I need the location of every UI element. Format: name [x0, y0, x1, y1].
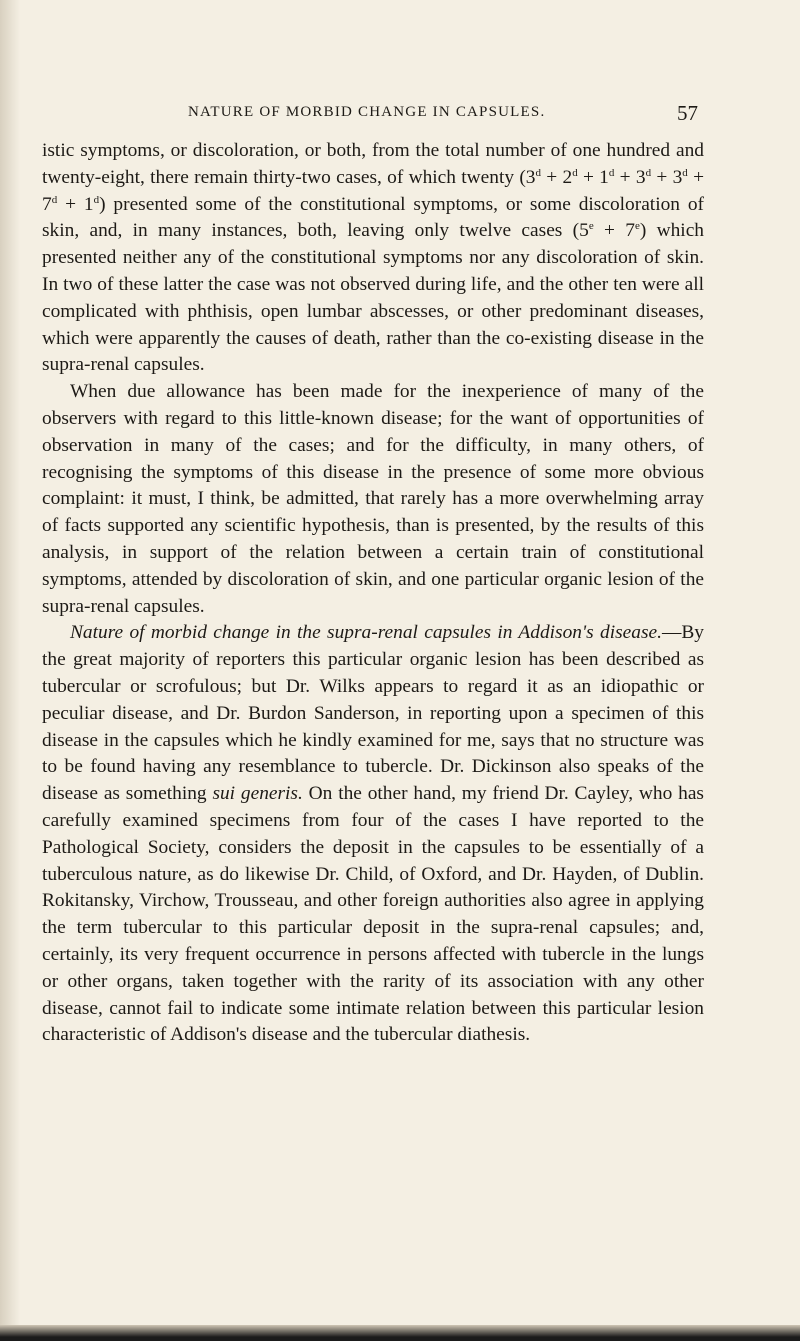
page-gutter-shadow	[0, 0, 20, 1341]
superscript: d	[608, 166, 615, 179]
superscript: d	[535, 166, 541, 179]
superscript: d	[93, 193, 100, 206]
superscript: d	[572, 166, 578, 179]
text-run: + 3	[614, 166, 646, 188]
body-text	[42, 138, 704, 1049]
superscript: d	[645, 166, 652, 179]
text-run: istic symptoms, or discoloration, or both, from the total number of one hundred and twenty-eight, there remain thirty-two cases, of which twenty (3	[42, 140, 704, 188]
text-run: ) which presented neither any of the constitutional symptoms nor any discoloration of skin. In two of these latter the case was not observed during life, and the other ten were all complicated with phthisis, open lumbar abscesses, or other predominant diseases, which were apparently the causes of death, rather than the co-existing disease in the supra-renal capsules.	[42, 220, 704, 376]
italic-phrase: sui generis.	[212, 783, 303, 805]
text-run: + 7	[593, 220, 635, 242]
text-run: —By the great majority of reporters this particular organic lesion has been described as tubercular or scrofulous; but Dr. Wilks appears to regard it as an idiopathic or peculiar disease, and Dr. Burdon Sanderson, in reporting upon a specimen of this disease in the capsules which he kindly examined for me, says that no structure was to be found having any resemblance to tubercle. Dr. Dickinson also speaks of the disease as something	[42, 622, 704, 805]
superscript: d	[682, 166, 688, 179]
text-run: + 3	[651, 166, 683, 188]
superscript: d	[51, 193, 58, 206]
paragraph-2: When due allowance has been made for the inexperience of many of the observers with regard to this little-known disease; for the want of opportunities of observation in many of the cases; and for the difficulty, in many others, of recognising the symptoms of this disease in the presence of some more obvious complaint: it must, I think, be admitted, that rarely has a more overwhelming array of facts supported any scientific hypothesis, than is presented, by the results of this analysis, in support of the relation between a certain train of constitutional symptoms, attended by discoloration of skin, and one particular organic lesion of the supra-renal capsules.	[42, 381, 704, 617]
text-run: + 1	[577, 166, 609, 188]
section-heading: Nature of morbid change in the supra-renal capsules in Addison's disease.	[70, 622, 662, 644]
text-run: + 2	[540, 166, 573, 188]
text-run: ) presented some of the constitutional symptoms, or some discoloration of skin, and, in many instances, both, leaving only twelve cases (5	[42, 193, 704, 242]
superscript: e	[588, 220, 594, 233]
text-run: + 1	[57, 193, 94, 215]
page-number: 57	[677, 101, 698, 125]
page-bottom-edge	[0, 1325, 800, 1341]
paragraph-1	[42, 138, 704, 379]
running-title: NATURE OF MORBID CHANGE IN CAPSULES.	[188, 104, 546, 120]
text-run: + 7	[42, 166, 705, 215]
superscript: e	[634, 220, 640, 233]
text-run: On the other hand, my friend Dr. Cayley, who has carefully examined specimens from four of the cases I have reported to the Pathological Society, considers the deposit in the capsules to be essentially of a tuberculous nature, as do likewise Dr. Child, of Oxford, and Dr. Hayden, of Dublin. Rokitansky, Virchow, Trousseau, and other foreign authorities also agree in applying the term tubercular to this particular deposit in the supra-renal capsules; and, certainly, its very frequent occurrence in persons affected with tubercle in the lungs or other organs, taken together with the rarity of its association with any other disease, cannot fail to indicate some intimate relation between this particular lesion characteristic of Addison's disease and the tubercular diathesis.	[42, 783, 704, 1046]
paragraph-3	[42, 620, 704, 1049]
